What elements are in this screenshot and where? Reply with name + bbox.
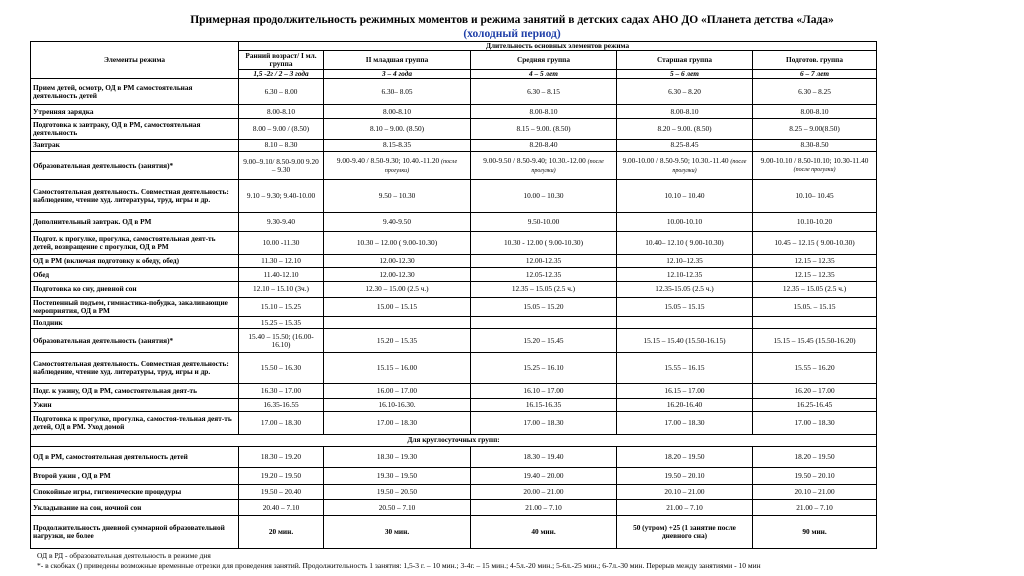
time-cell [617, 411, 753, 434]
time-value: 15.15 – 15.45 (15.50-16.20) [773, 335, 856, 345]
time-value: 11.40-12.10 [263, 269, 299, 279]
time-value: 9.40-9.50 [383, 217, 411, 227]
row-label: Укладывание на сон, ночной сон [31, 499, 239, 515]
time-cell [324, 383, 471, 398]
time-cell [471, 398, 617, 411]
time-value: 12.00-12.30 [379, 256, 415, 266]
time-cell [471, 119, 617, 140]
row-label: Дополнительный завтрак. ОД в РМ [31, 212, 239, 232]
elements-header: Элементы режима [31, 42, 239, 79]
time-cell [617, 180, 753, 213]
time-cell [471, 139, 617, 151]
time-cell [471, 282, 617, 297]
time-value: 10.30 – 12.00 ( 9.00-10.30) [356, 238, 438, 248]
time-note: (после прогулки) [384, 158, 458, 174]
time-cell [617, 105, 753, 119]
time-cell [324, 329, 471, 353]
time-value: 10.10-10.20 [796, 217, 833, 227]
group-header: Старшая группа [617, 51, 753, 70]
time-value: 8.30-8.50 [800, 140, 829, 150]
time-value: 15.50 – 16.30 [260, 362, 302, 372]
time-value: 8.00-8.10 [529, 106, 558, 116]
summary-value: 30 мин. [324, 516, 471, 549]
time-value: 16.10 – 17.00 [523, 385, 564, 395]
time-cell [471, 468, 617, 484]
time-value: 15.20 – 15.45 [523, 335, 564, 345]
time-value: 10.45 – 12.15 ( 9.00-10.30) [774, 238, 855, 248]
group-header: Подготов. группа [753, 51, 877, 70]
time-cell [617, 151, 753, 179]
time-cell [617, 446, 753, 468]
time-cell [324, 268, 471, 282]
time-cell [471, 383, 617, 398]
time-note: (после прогулки) [672, 158, 747, 174]
time-value: 11.30 – 12.10 [261, 256, 301, 266]
time-cell [324, 499, 471, 515]
time-value: 12.00-12.30 [379, 269, 415, 279]
age-cell: 1,5 -2г / 2 – 3 года [239, 70, 324, 79]
time-value: 9.00-9.40 / 8.50-9.30; 10.40.-11.20 [336, 155, 440, 165]
time-cell [324, 105, 471, 119]
time-value: 9.30-9.40 [267, 217, 295, 227]
time-cell [239, 232, 324, 255]
time-value: 20.00 – 21.00 [523, 486, 564, 496]
time-value: 10.00 -11.30 [262, 238, 300, 248]
time-cell [239, 282, 324, 297]
time-cell [239, 180, 324, 213]
summary-value: 20 мин. [239, 516, 324, 549]
time-value: 17.00 – 18.30 [664, 417, 705, 427]
row-label: Спокойные игры, гигиенические процедуры [31, 484, 239, 499]
time-value: 16.15-16.35 [525, 399, 562, 409]
row-label: Второй ужин , ОД в РМ [31, 468, 239, 484]
duration-header: Длительность основных элементов режима [239, 42, 877, 51]
table-row [31, 398, 877, 411]
time-cell [324, 317, 471, 329]
age-cell: 6 – 7 лет [753, 70, 877, 79]
row-label: Полдник [31, 317, 239, 329]
time-value: 19.20 – 19.50 [260, 471, 302, 481]
time-value: 21.00 – 7.10 [796, 502, 833, 512]
time-cell [239, 317, 324, 329]
group-header: Средняя группа [471, 51, 617, 70]
time-cell [324, 79, 471, 105]
table-row [31, 105, 877, 119]
row-label: Подгот. к прогулке, прогулка, самостоятельная деят-ть детей, возвращение с прогулки, ОД в РМ [31, 232, 239, 255]
time-cell [239, 446, 324, 468]
time-cell [239, 79, 324, 105]
time-cell [239, 268, 324, 282]
time-value: 16.00 – 17.00 [376, 385, 418, 395]
time-cell [617, 268, 753, 282]
time-cell [471, 499, 617, 515]
time-cell [324, 411, 471, 434]
row-label: Утренняя зарядка [31, 105, 239, 119]
time-value: 16.15 – 17.00 [664, 385, 705, 395]
summary-value: 50 (утром) +25 (1 занятие после дневного сна) [617, 516, 753, 549]
time-value: 12.10-12.35 [666, 269, 703, 279]
time-cell [617, 119, 753, 140]
time-cell [324, 446, 471, 468]
summary-label: Продолжительность дневной суммарной образовательной нагрузки, не более [31, 516, 239, 549]
schedule-table [30, 41, 877, 549]
time-value: 10.40– 12.10 ( 9.00-10.30) [645, 238, 724, 248]
time-cell [324, 297, 471, 317]
time-cell [324, 151, 471, 179]
time-value: 12.00-12.35 [525, 256, 562, 266]
time-cell [753, 398, 877, 411]
time-value: 12.35-15.05 (2.5 ч.) [655, 284, 714, 294]
time-cell [471, 232, 617, 255]
row-label: Самостоятельная деятельность. Совместная деятельность: наблюдение, чтение худ. литературы, труд, игры и др. [31, 180, 239, 213]
table-row [31, 139, 877, 151]
row-label: Ужин [31, 398, 239, 411]
time-cell [753, 212, 877, 232]
time-cell [471, 212, 617, 232]
time-value: 9.10 – 9.30; 9.40-10.00 [246, 190, 316, 200]
time-cell [324, 398, 471, 411]
time-cell [617, 255, 753, 268]
time-value: 15.10 – 15.25 [260, 301, 302, 311]
row-label: Образовательная деятельность (занятия)* [31, 151, 239, 179]
time-cell [753, 79, 877, 105]
time-value: 8.10 – 9.00. (8.50) [369, 124, 425, 134]
time-value: 12.30 – 15.00 (2.5 ч.) [365, 284, 429, 294]
time-cell [471, 411, 617, 434]
section-label: Для круглосуточных групп: [31, 434, 877, 446]
time-value: 12.35 – 15.05 (2.5 ч.) [511, 284, 576, 294]
time-cell [239, 383, 324, 398]
time-cell [471, 446, 617, 468]
table-row [31, 499, 877, 515]
group-header: II младшая группа [324, 51, 471, 70]
time-cell [324, 212, 471, 232]
time-value: 20.10 – 21.00 [664, 486, 705, 496]
time-value: 16.10-16.30. [378, 399, 416, 409]
time-value: 10.10– 10.45 [795, 190, 834, 200]
time-value: 18.20 – 19.50 [794, 452, 835, 462]
row-label: Подготовка к прогулке, прогулка, самостоя-тельная деят-ть детей, ОД в РМ. Уход домой [31, 411, 239, 434]
time-value: 17.00 – 18.30 [523, 417, 564, 427]
time-cell [324, 139, 471, 151]
time-cell [471, 329, 617, 353]
time-value: 15.25 – 15.35 [260, 317, 302, 327]
time-value: 19.50 – 20.10 [664, 471, 705, 481]
time-value: 15.00 – 15.15 [376, 301, 418, 311]
time-cell [471, 180, 617, 213]
table-row [31, 255, 877, 268]
table-row [31, 383, 877, 398]
time-cell [753, 297, 877, 317]
time-cell [753, 411, 877, 434]
row-label: Завтрак [31, 139, 239, 151]
time-cell [753, 268, 877, 282]
summary-group [31, 516, 877, 549]
time-value: 8.20-8.40 [529, 140, 558, 150]
time-value: 12.10–12.35 [666, 256, 703, 266]
age-cell: 3 – 4 года [324, 70, 471, 79]
table-row [31, 468, 877, 484]
time-cell [471, 151, 617, 179]
time-cell [753, 180, 877, 213]
time-value: 12.35 – 15.05 (2.5 ч.) [782, 284, 847, 294]
time-value: 16.25-16.45 [796, 399, 833, 409]
time-value: 21.00 – 7.10 [525, 502, 562, 512]
time-value: 15.55 – 16.15 [664, 362, 705, 372]
time-value: 10.00 – 10.30 [523, 190, 564, 200]
time-value: 15.25 – 16.10 [523, 362, 564, 372]
time-cell [239, 484, 324, 499]
time-value: 6.30 – 8.00 [264, 86, 298, 96]
time-value: 15.05. – 15.15 [793, 301, 836, 311]
time-cell [617, 297, 753, 317]
time-value: 12.15 – 12.35 [794, 269, 835, 279]
table-row [31, 329, 877, 353]
time-cell [753, 329, 877, 353]
time-cell [753, 499, 877, 515]
time-cell [239, 329, 324, 353]
time-value: 21.00 – 7.10 [666, 502, 703, 512]
age-cell: 4 – 5 лет [471, 70, 617, 79]
table-row [31, 446, 877, 468]
time-cell [617, 232, 753, 255]
time-value: 12.05-12.35 [525, 269, 562, 279]
time-value: 6.30– 8.05 [381, 86, 413, 96]
time-cell [617, 212, 753, 232]
time-value: 19.50 – 20.50 [376, 486, 418, 496]
time-cell [617, 79, 753, 105]
time-cell [617, 317, 753, 329]
time-value: 18.30 – 19.20 [260, 452, 302, 462]
table-row [31, 232, 877, 255]
time-cell [324, 282, 471, 297]
table-row [31, 297, 877, 317]
time-value: 9.50-10.00 [527, 217, 560, 227]
time-cell [617, 468, 753, 484]
time-cell [471, 255, 617, 268]
time-cell [753, 468, 877, 484]
time-cell [239, 353, 324, 383]
time-cell [617, 282, 753, 297]
time-value: 20.10 – 21.00 [794, 486, 835, 496]
round-the-clock-body [31, 446, 877, 516]
table-row [31, 212, 877, 232]
time-value: 9.00-10.10 / 8.50-10.10; 10.30-11.40 [760, 156, 869, 165]
time-value: 12.15 – 12.35 [794, 256, 835, 266]
time-value: 6.30 – 8.20 [668, 86, 701, 96]
time-cell [324, 232, 471, 255]
row-label: Подготовка к завтраку, ОД в РМ, самостоятельная деятельность [31, 119, 239, 140]
time-value: 15.05 – 15.15 [664, 301, 705, 311]
time-value: 6.30 – 8.15 [527, 86, 560, 96]
footer-note: *- в скобках () приведены возможные временные отрезки для проведения занятий. Продолжительность 1 занятия: 1,5-3 г. – 10 мин.; 3-4г. – 15 мин.; 4-5л.-20 мин.; 5-6л.-25 мин.; 6-7л.-30 мин. Перерыв между занятиями - 10 мин [37, 561, 761, 570]
row-label: Обед [31, 268, 239, 282]
time-cell [471, 317, 617, 329]
group-header: Ранний возраст/ I мл. группа [239, 51, 324, 70]
time-cell [617, 139, 753, 151]
time-cell [753, 484, 877, 499]
time-value: 16.20 – 17.00 [794, 385, 835, 395]
time-value: 17.00 – 18.30 [376, 417, 418, 427]
time-value: 15.15 – 15.40 (15.50-16.15) [643, 335, 726, 345]
table-row [31, 180, 877, 213]
time-cell [324, 484, 471, 499]
time-cell [753, 353, 877, 383]
time-cell [239, 468, 324, 484]
time-cell [753, 446, 877, 468]
time-value: 19.30 – 19.50 [376, 471, 418, 481]
table-row [31, 119, 877, 140]
time-cell [471, 105, 617, 119]
time-cell [471, 79, 617, 105]
table-row [31, 411, 877, 434]
time-value: 15.20 – 15.35 [376, 335, 418, 345]
time-cell [753, 105, 877, 119]
time-cell [617, 499, 753, 515]
table-row [31, 282, 877, 297]
time-cell [324, 119, 471, 140]
time-value: 10.00-10.10 [666, 217, 703, 227]
time-cell [239, 139, 324, 151]
time-cell [753, 232, 877, 255]
page-title: Примерная продолжительность режимных моментов и режима занятий в детских садах АНО ДО «Планета детства «Лада» [190, 14, 834, 26]
summary-value: 90 мин. [753, 516, 877, 549]
time-value: 18.30 – 19.40 [523, 452, 564, 462]
table-row [31, 79, 877, 105]
time-cell [753, 383, 877, 398]
time-value: 8.00-8.10 [670, 106, 699, 116]
schedule-body [31, 79, 877, 435]
time-value: 17.00 – 18.30 [794, 417, 835, 427]
summary-value: 40 мин. [471, 516, 617, 549]
table-row [31, 353, 877, 383]
time-cell [617, 398, 753, 411]
time-note: (после прогулки) [793, 167, 836, 173]
time-value: 16.35-16.55 [263, 399, 299, 409]
time-value: 8.15-8.35 [383, 140, 411, 150]
time-cell [617, 484, 753, 499]
section-row-group [31, 434, 877, 446]
row-label: Прием детей, осмотр, ОД в РМ самостоятельная деятельность детей [31, 79, 239, 105]
row-label: Подготовка ко сну, дневной сон [31, 282, 239, 297]
row-label: ОД в РМ, самостоятельная деятельность детей [31, 446, 239, 468]
row-label: Образовательная деятельность (занятия)* [31, 329, 239, 353]
time-value: 19.50 – 20.10 [794, 471, 835, 481]
time-cell [753, 317, 877, 329]
table-row [31, 268, 877, 282]
time-value: 6.30 – 8.25 [798, 86, 831, 96]
header-row-top [31, 42, 877, 51]
time-cell [324, 353, 471, 383]
time-cell [471, 297, 617, 317]
time-cell [239, 398, 324, 411]
time-cell [617, 353, 753, 383]
table-row [31, 317, 877, 329]
time-value: 17.00 – 18.30 [260, 417, 302, 427]
time-value: 15.15 – 16.00 [376, 362, 418, 372]
time-cell [753, 255, 877, 268]
time-cell [239, 499, 324, 515]
time-value: 19.40 – 20.00 [523, 471, 564, 481]
time-value: 8.00-8.10 [383, 106, 411, 116]
row-label: Подг. к ужину, ОД в РМ, самостоятельная деят-ть [31, 383, 239, 398]
page-subtitle: (холодный период) [463, 28, 561, 40]
time-value: 20.40 – 7.10 [262, 502, 300, 512]
time-cell [239, 151, 324, 179]
summary-row [31, 516, 877, 549]
table-row [31, 484, 877, 499]
time-cell [617, 383, 753, 398]
time-cell [617, 329, 753, 353]
time-cell [239, 119, 324, 140]
time-value: 8.20 – 9.00. (8.50) [657, 124, 712, 134]
time-cell [324, 255, 471, 268]
time-value: 15.05 – 15.20 [523, 301, 564, 311]
time-cell [471, 268, 617, 282]
time-cell [324, 180, 471, 213]
time-value: 20.50 – 7.10 [378, 502, 416, 512]
time-value: 9.00-10.00 / 8.50-9.50; 10.30.-11.40 [622, 155, 729, 165]
time-value: 8.15 – 9.00. (8.50) [516, 124, 571, 134]
time-value: 19.50 – 20.40 [260, 486, 302, 496]
table-row [31, 151, 877, 179]
time-value: 12.10 – 15.10 (3ч.) [253, 284, 309, 294]
time-value: 18.20 – 19.50 [664, 452, 705, 462]
time-value: 8.25-8.45 [670, 140, 699, 150]
row-label: Самостоятельная деятельность. Совместная деятельность: наблюдение, чтение худ. литературы, труд, игры и др. [31, 353, 239, 383]
section-row [31, 434, 877, 446]
time-cell [471, 484, 617, 499]
time-cell [239, 411, 324, 434]
time-cell [324, 468, 471, 484]
time-value: 15.55 – 16.20 [794, 362, 835, 372]
time-value: 9.00-9.50 / 8.50-9.40; 10.30.-12.00 [483, 155, 586, 165]
age-cell: 5 – 6 лет [617, 70, 753, 79]
time-value: 8.10 – 8.30 [264, 140, 298, 150]
time-note: (после прогулки) [531, 158, 604, 174]
time-value: 8.00-8.10 [800, 106, 829, 116]
time-cell [239, 255, 324, 268]
time-cell [753, 282, 877, 297]
time-value: 18.30 – 19.30 [376, 452, 418, 462]
time-cell [239, 297, 324, 317]
time-cell [753, 151, 877, 179]
time-value: 10.10 – 10.40 [664, 190, 705, 200]
time-value: 15.40 – 15.50; (16.00-16.10) [248, 331, 314, 349]
time-value: 16.30 – 17.00 [260, 385, 302, 395]
time-value: 16.20-16.40 [666, 399, 703, 409]
time-value: 9.50 – 10.30 [378, 190, 416, 200]
time-cell [239, 212, 324, 232]
time-value: 8.00 – 9.00 / (8.50) [252, 124, 310, 134]
time-cell [753, 139, 877, 151]
time-cell [471, 353, 617, 383]
time-value: 8.00-8.10 [267, 106, 295, 116]
time-value: 10.30 - 12.00 ( 9.00-10.30) [503, 238, 584, 248]
time-cell [239, 105, 324, 119]
time-value: 9.00–9.10/ 8.50-9.00 9.20 – 9.30 [243, 156, 319, 174]
row-label: ОД в РМ (включая подготовку к обеду, обед) [31, 255, 239, 268]
footer-note: ОД в РД - образовательная деятельность в режиме дня [37, 551, 211, 560]
row-label: Постепенный подъем, гимнастика-побудка, закаливающие мероприятия, ОД в РМ [31, 297, 239, 317]
time-cell [753, 119, 877, 140]
time-value: 8.25 – 9.00(8.50) [789, 124, 840, 134]
